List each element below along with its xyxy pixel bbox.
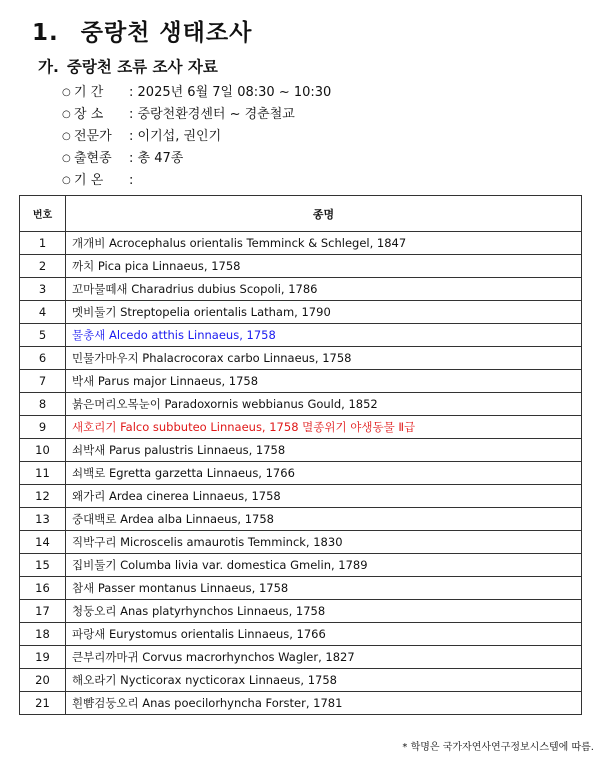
table-row — [20, 577, 582, 600]
info-separator: : — [129, 85, 134, 100]
row-number: 6 — [20, 347, 66, 370]
species-name: 민물가마우지 Phalacrocorax carbo Linnaeus, 1758 — [66, 347, 582, 370]
column-header-species: 종명 — [66, 196, 582, 232]
subsection-title: 중랑천 조류 조사 자료 — [66, 58, 218, 76]
row-number: 18 — [20, 623, 66, 646]
species-name: 직박구리 Microscelis amaurotis Temminck, 1830 — [66, 531, 582, 554]
species-name: 흰뺨검둥오리 Anas poecilorhyncha Forster, 1781 — [66, 692, 582, 715]
bullet-icon: ○ — [62, 131, 71, 142]
species-name: 개개비 Acrocephalus orientalis Temminck & Schlegel, 1847 — [66, 232, 582, 255]
table-row — [20, 393, 582, 416]
species-name: 중대백로 Ardea alba Linnaeus, 1758 — [66, 508, 582, 531]
row-number: 4 — [20, 301, 66, 324]
info-item-location — [62, 104, 331, 126]
table-row — [20, 370, 582, 393]
species-name: 왜가리 Ardea cinerea Linnaeus, 1758 — [66, 485, 582, 508]
section-title: 중랑천 생태조사 — [80, 20, 253, 46]
table-row — [20, 692, 582, 715]
info-item-period — [62, 82, 331, 104]
table-row — [20, 232, 582, 255]
table-row — [20, 646, 582, 669]
species-name: 붉은머리오목눈이 Paradoxornis webbianus Gould, 1852 — [66, 393, 582, 416]
row-number: 3 — [20, 278, 66, 301]
species-name: 참새 Passer montanus Linnaeus, 1758 — [66, 577, 582, 600]
row-number: 17 — [20, 600, 66, 623]
species-name: 꼬마물떼새 Charadrius dubius Scopoli, 1786 — [66, 278, 582, 301]
info-key: 기 간 — [74, 85, 104, 100]
table-row — [20, 347, 582, 370]
species-name: 쇠백로 Egretta garzetta Linnaeus, 1766 — [66, 462, 582, 485]
table-row — [20, 324, 582, 347]
row-number: 11 — [20, 462, 66, 485]
table-row — [20, 278, 582, 301]
species-name: 박새 Parus major Linnaeus, 1758 — [66, 370, 582, 393]
section-number: 1. — [32, 20, 59, 46]
info-value: 2025년 6월 7일 08:30 ~ 10:30 — [137, 85, 332, 100]
table-row — [20, 485, 582, 508]
info-value: 이기섭, 권인기 — [137, 129, 222, 144]
row-number: 19 — [20, 646, 66, 669]
species-name: 물총새 Alcedo atthis Linnaeus, 1758 — [66, 324, 582, 347]
info-item-experts — [62, 126, 331, 148]
row-number: 2 — [20, 255, 66, 278]
table-row — [20, 531, 582, 554]
row-number: 16 — [20, 577, 66, 600]
row-number: 13 — [20, 508, 66, 531]
bullet-icon: ○ — [62, 109, 71, 120]
table-row — [20, 439, 582, 462]
row-number: 5 — [20, 324, 66, 347]
species-name: 집비둘기 Columba livia var. domestica Gmelin, 1789 — [66, 554, 582, 577]
row-number: 7 — [20, 370, 66, 393]
table-row — [20, 255, 582, 278]
species-name: 해오라기 Nycticorax nycticorax Linnaeus, 1758 — [66, 669, 582, 692]
info-key: 전문가 — [74, 129, 112, 144]
bullet-icon: ○ — [62, 175, 71, 186]
info-item-species-count — [62, 148, 331, 170]
info-separator: : — [129, 173, 134, 188]
info-key: 기 온 — [74, 173, 104, 188]
table-row — [20, 462, 582, 485]
subsection-heading — [38, 55, 218, 77]
species-name: 쇠박새 Parus palustris Linnaeus, 1758 — [66, 439, 582, 462]
species-name: 청둥오리 Anas platyrhynchos Linnaeus, 1758 — [66, 600, 582, 623]
table-row — [20, 669, 582, 692]
table-row — [20, 600, 582, 623]
info-separator: : — [129, 107, 134, 122]
species-table — [19, 195, 582, 715]
footnote: * 학명은 국가자연사연구정보시스템에 따름. — [402, 742, 594, 753]
table-row — [20, 554, 582, 577]
info-value: 총 47종 — [137, 151, 184, 166]
row-number: 9 — [20, 416, 66, 439]
table-row — [20, 623, 582, 646]
table-row — [20, 301, 582, 324]
table-row — [20, 416, 582, 439]
subsection-number: 가. — [38, 58, 59, 76]
row-number: 20 — [20, 669, 66, 692]
species-name: 큰부리까마귀 Corvus macrorhynchos Wagler, 1827 — [66, 646, 582, 669]
row-number: 8 — [20, 393, 66, 416]
info-separator: : — [129, 129, 134, 144]
species-name: 새호리기 Falco subbuteo Linnaeus, 1758 멸종위기 야생동물 Ⅱ급 — [66, 416, 582, 439]
info-item-temperature — [62, 170, 331, 192]
species-name: 파랑새 Eurystomus orientalis Linnaeus, 1766 — [66, 623, 582, 646]
info-separator: : — [129, 151, 134, 166]
info-key: 출현종 — [74, 151, 112, 166]
section-heading — [32, 14, 252, 47]
row-number: 14 — [20, 531, 66, 554]
species-name: 까치 Pica pica Linnaeus, 1758 — [66, 255, 582, 278]
row-number: 1 — [20, 232, 66, 255]
table-header-row — [20, 196, 582, 232]
info-value: 중랑천환경센터 ~ 경춘철교 — [137, 107, 295, 122]
row-number: 21 — [20, 692, 66, 715]
row-number: 10 — [20, 439, 66, 462]
table-row — [20, 508, 582, 531]
survey-info-list — [62, 82, 331, 192]
bullet-icon: ○ — [62, 153, 71, 164]
row-number: 12 — [20, 485, 66, 508]
column-header-number: 번호 — [20, 196, 66, 232]
species-name: 멧비둘기 Streptopelia orientalis Latham, 1790 — [66, 301, 582, 324]
bullet-icon: ○ — [62, 87, 71, 98]
row-number: 15 — [20, 554, 66, 577]
info-key: 장 소 — [74, 107, 104, 122]
species-table-body — [20, 232, 582, 715]
